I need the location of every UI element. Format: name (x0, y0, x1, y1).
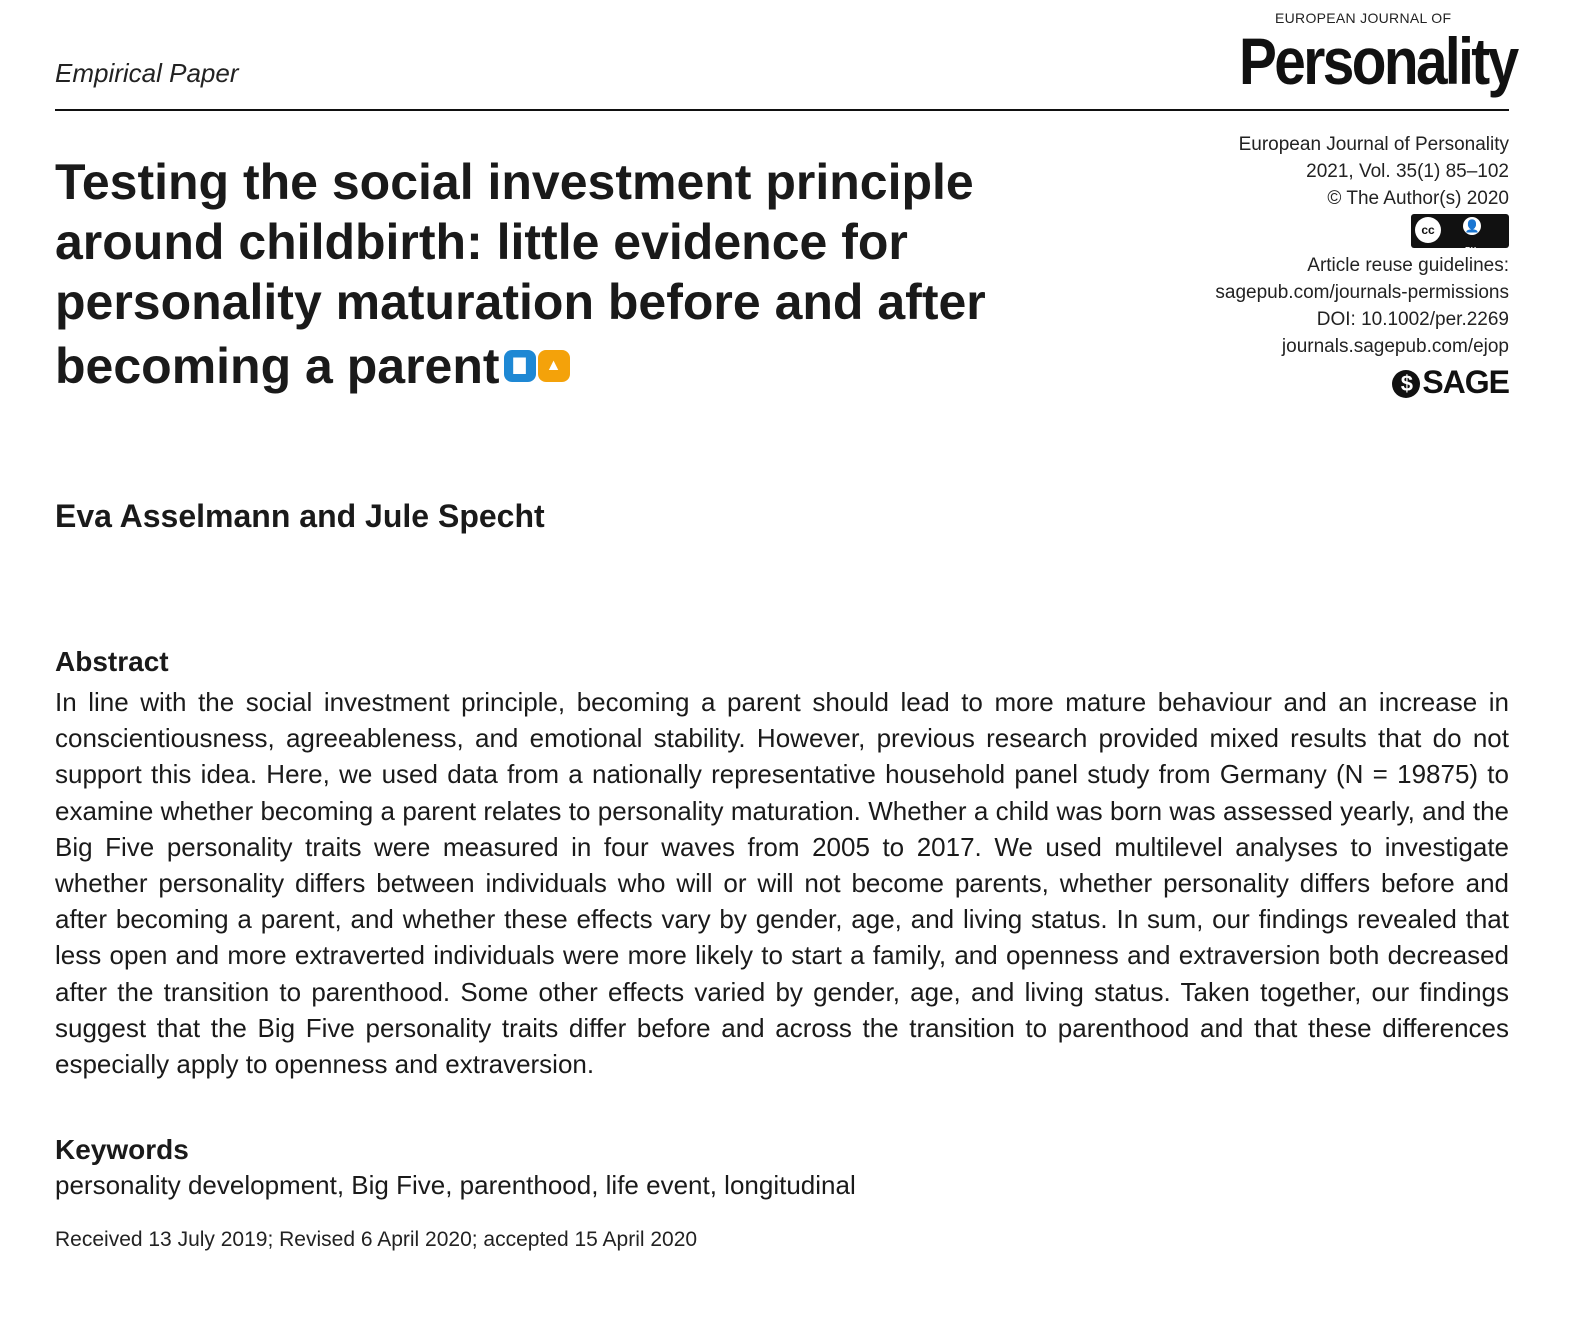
open-data-badge-icon[interactable]: ▇ (504, 350, 536, 382)
journal-name: European Journal of Personality (1238, 134, 1509, 155)
publisher-logo (1215, 364, 1509, 400)
article-title-text: Testing the social investment principle around childbirth: little evidence for personality maturation before and after becoming a parent (55, 154, 986, 394)
section-label: Empirical Paper (55, 58, 239, 88)
keywords-text: personality development, Big Five, parenthood, life event, longitudinal (55, 1170, 856, 1200)
journal-logo-small-text: EUROPEAN JOURNAL OF (1275, 10, 1452, 26)
preregistered-badge-icon[interactable]: ▲ (538, 350, 570, 382)
authors: Eva Asselmann and Jule Specht (55, 498, 545, 534)
journal-url-link[interactable]: journals.sagepub.com/ejop (1281, 336, 1509, 357)
article-metadata (1215, 131, 1509, 400)
article-title (55, 152, 1055, 396)
copyright: © The Author(s) 2020 (1327, 188, 1509, 209)
cc-icon: cc (1415, 217, 1441, 243)
abstract-text: In line with the social investment principle, becoming a parent should lead to more mature behaviour and an increase in conscientiousness, agreeableness, and emotional stability. However, previous research provided mixed results that do not support this idea. Here, we used data from a nationally representative household panel study from Germany (N = 19875) to examine whether becoming a parent relates to personality maturation. Whether a child was born was assessed yearly, and the Big Five personality traits were measured in four waves from 2005 to 2017. We used multilevel analyses to investigate whether personality differs between individuals who will or will not become parents, whether personality differs before and after becoming a parent, and whether these effects vary by gender, age, and living status. In sum, our findings revealed that less open and more extraverted individuals were more likely to start a family, and openness and extraversion both decreased after the transition to parenthood. Some other effects varied by gender, age, and living status. Taken together, our findings suggest that the Big Five personality traits differ before and across the transition to parenthood and that these differences especially apply to openness and extraversion. (55, 687, 1509, 1080)
publisher-name: SAGE (1422, 364, 1509, 400)
sage-s-icon: $ (1392, 370, 1420, 398)
reuse-link[interactable]: sagepub.com/journals-permissions (1215, 282, 1509, 303)
keywords-heading: Keywords (55, 1134, 189, 1165)
header-rule (55, 109, 1509, 111)
reuse-label: Article reuse guidelines: (1307, 255, 1509, 276)
article-dates: Received 13 July 2019; Revised 6 April 2020; accepted 15 April 2020 (55, 1228, 698, 1251)
cc-by-license-icon[interactable] (1411, 214, 1509, 255)
journal-logo (1239, 10, 1517, 98)
by-person-icon: 👤 (1464, 219, 1480, 233)
volume-info: 2021, Vol. 35(1) 85–102 (1306, 161, 1509, 182)
abstract-heading: Abstract (55, 646, 169, 677)
doi-link[interactable]: DOI: 10.1002/per.2269 (1316, 309, 1509, 330)
by-label: BY (1465, 246, 1477, 255)
journal-logo-wordmark: Personality (1239, 24, 1517, 98)
open-science-badges (504, 332, 570, 392)
